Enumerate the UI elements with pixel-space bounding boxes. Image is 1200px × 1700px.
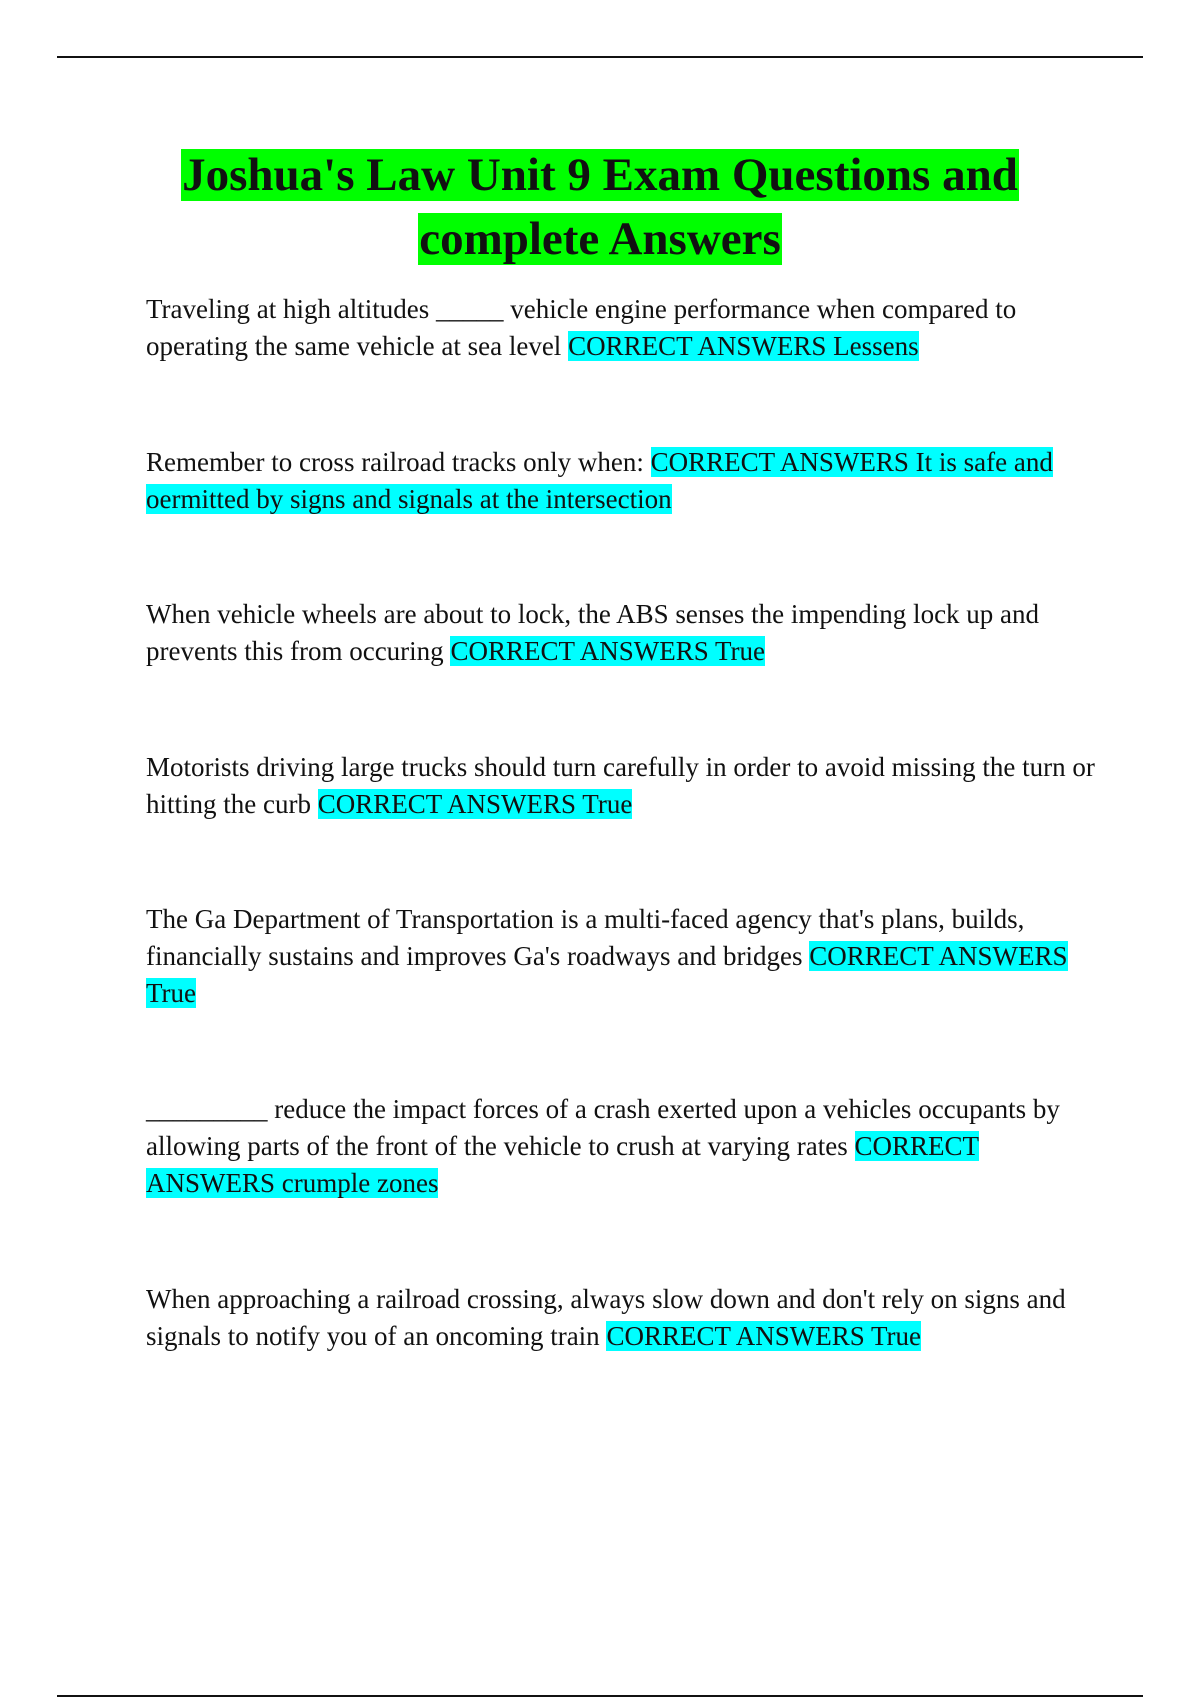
answer-text: CORRECT ANSWERS It is safe and oermitted by signs and signals at the intersection [146, 447, 1053, 514]
answer-text: CORRECT ANSWERS Lessens [568, 331, 919, 361]
answer-text: CORRECT ANSWERS True [146, 941, 1068, 1008]
question-text: _________ reduce the impact forces of a crash exerted upon a vehicles occupants by allowing parts of the front of the vehicle to crush at varying rates [146, 1094, 1060, 1161]
footer-rule [57, 1695, 1143, 1697]
document-title [0, 143, 1200, 271]
answer-text: CORRECT ANSWERS crumple zones [146, 1131, 980, 1198]
qa-item [146, 444, 1096, 518]
question-text: When approaching a railroad crossing, always slow down and don't rely on signs and signals to notify you of an oncoming train [146, 1284, 1066, 1351]
qa-item [146, 749, 1096, 823]
qa-item [146, 1281, 1096, 1355]
question-text: Traveling at high altitudes _____ vehicle engine performance when compared to operating the same vehicle at sea level [146, 294, 1017, 361]
answer-text: CORRECT ANSWERS True [317, 789, 633, 819]
qa-item [146, 901, 1096, 1012]
answer-text: CORRECT ANSWERS True [450, 636, 766, 666]
qa-item [146, 291, 1096, 365]
question-text: Remember to cross railroad tracks only when: [146, 447, 651, 477]
title-line-1: Joshua's Law Unit 9 Exam Questions and [182, 149, 1018, 201]
title-line-2: complete Answers [419, 213, 781, 265]
qa-item [146, 596, 1096, 670]
answer-text: CORRECT ANSWERS True [606, 1321, 922, 1351]
header-rule [57, 56, 1143, 58]
question-text: Motorists driving large trucks should turn carefully in order to avoid missing the turn or hitting the curb [146, 752, 1095, 819]
question-text: The Ga Department of Transportation is a multi-faced agency that's plans, builds, financially sustains and improves Ga's roadways and bridges [146, 904, 1025, 971]
question-text: When vehicle wheels are about to lock, the ABS senses the impending lock up and prevents this from occuring [146, 599, 1040, 666]
qa-item [146, 1091, 1096, 1202]
